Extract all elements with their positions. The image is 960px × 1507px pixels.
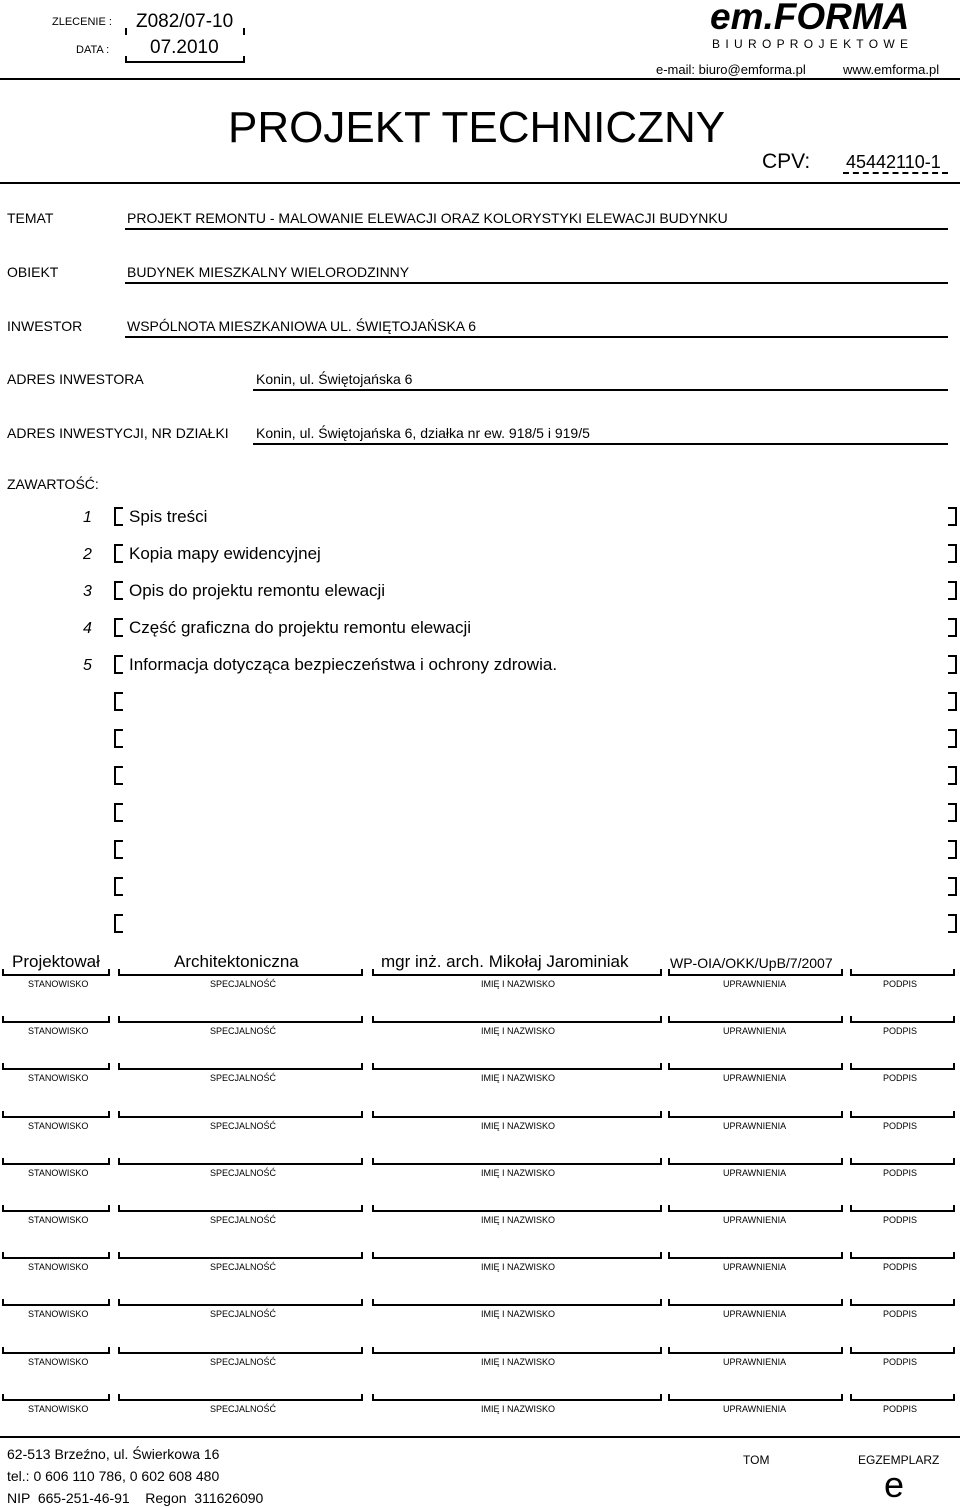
signature-name: mgr inż. arch. Mikołaj Jarominiak xyxy=(381,952,629,971)
contents-label: ZAWARTOŚĆ: xyxy=(7,476,99,492)
signature-line xyxy=(668,1021,843,1023)
brand-logo: em.FORMA xyxy=(710,0,910,37)
left-bracket xyxy=(114,840,123,859)
caption-license: UPRAWNIENIA xyxy=(723,1262,787,1272)
contents-item-text: Opis do projektu remontu elewacji xyxy=(129,581,386,600)
caption-specialty: SPECJALNOŚĆ xyxy=(210,1168,277,1178)
contents-item-text: Kopia mapy ewidencyjnej xyxy=(129,544,321,563)
signature-line xyxy=(850,1304,955,1306)
right-bracket xyxy=(948,766,957,785)
right-bracket xyxy=(948,507,957,526)
signature-line xyxy=(850,1021,955,1023)
caption-signature: PODPIS xyxy=(883,1404,918,1414)
left-bracket xyxy=(114,544,123,563)
caption-specialty: SPECJALNOŚĆ xyxy=(210,1262,277,1272)
caption-position: STANOWISKO xyxy=(28,1073,89,1083)
caption-license: UPRAWNIENIA xyxy=(723,1073,787,1083)
temat-value: PROJEKT REMONTU - MALOWANIE ELEWACJI ORAZ KOLORYSTYKI ELEWACJI BUDYNKU xyxy=(127,210,728,226)
signature-line xyxy=(668,1399,843,1401)
left-bracket xyxy=(114,655,123,674)
signature-line xyxy=(2,1116,110,1118)
signature-line xyxy=(2,1399,110,1401)
date-label: DATA : xyxy=(76,44,110,56)
signature-line xyxy=(118,1304,363,1306)
left-bracket xyxy=(114,729,123,748)
right-bracket xyxy=(948,803,957,822)
contents-item-number: 1 xyxy=(83,509,92,526)
right-bracket xyxy=(948,618,957,637)
signature-line xyxy=(2,1304,110,1306)
right-bracket xyxy=(948,729,957,748)
caption-name: IMIĘ I NAZWISKO xyxy=(481,1309,556,1319)
caption-specialty: SPECJALNOŚĆ xyxy=(210,979,277,989)
signature-line xyxy=(372,1068,662,1070)
signature-line xyxy=(850,1163,955,1165)
caption-name: IMIĘ I NAZWISKO xyxy=(481,1262,556,1272)
signature-line xyxy=(372,974,662,976)
signature-line xyxy=(118,1163,363,1165)
signature-line xyxy=(668,1352,843,1354)
contents-item-text: Spis treści xyxy=(129,507,208,526)
caption-name: IMIĘ I NAZWISKO xyxy=(481,1215,556,1225)
signature-line xyxy=(850,1352,955,1354)
caption-position: STANOWISKO xyxy=(28,1262,89,1272)
footer-ids: NIP 665-251-46-91 Regon 311626090 xyxy=(7,1490,264,1506)
caption-position: STANOWISKO xyxy=(28,1309,89,1319)
left-bracket xyxy=(114,803,123,822)
caption-signature: PODPIS xyxy=(883,1073,918,1083)
caption-license: UPRAWNIENIA xyxy=(723,1215,787,1225)
left-bracket xyxy=(114,766,123,785)
date-value: 07.2010 xyxy=(150,37,219,58)
signature-line xyxy=(372,1257,662,1259)
left-bracket xyxy=(114,692,123,711)
caption-name: IMIĘ I NAZWISKO xyxy=(481,1073,556,1083)
caption-license: UPRAWNIENIA xyxy=(723,1026,787,1036)
signature-line xyxy=(850,1399,955,1401)
signature-line xyxy=(2,1257,110,1259)
signature-line xyxy=(372,1163,662,1165)
adres-inwestora-label: ADRES INWESTORA xyxy=(7,371,144,387)
signature-license: WP-OIA/OKK/UpB/7/2007 xyxy=(670,955,833,971)
caption-position: STANOWISKO xyxy=(28,1026,89,1036)
signature-line xyxy=(372,1352,662,1354)
temat-label: TEMAT xyxy=(7,210,54,226)
signature-line xyxy=(2,1163,110,1165)
signature-line xyxy=(850,1210,955,1212)
right-bracket xyxy=(948,840,957,859)
left-bracket xyxy=(114,618,123,637)
tom-label: TOM xyxy=(743,1453,770,1467)
caption-signature: PODPIS xyxy=(883,1121,918,1131)
signature-line xyxy=(118,1116,363,1118)
caption-specialty: SPECJALNOŚĆ xyxy=(210,1357,277,1367)
signature-line xyxy=(372,1021,662,1023)
signature-line xyxy=(668,974,843,976)
signature-line xyxy=(118,1399,363,1401)
right-bracket xyxy=(948,692,957,711)
caption-specialty: SPECJALNOŚĆ xyxy=(210,1073,277,1083)
signature-line xyxy=(372,1116,662,1118)
contents-item-number: 2 xyxy=(83,546,92,563)
signature-line xyxy=(2,1210,110,1212)
signature-line xyxy=(2,1352,110,1354)
caption-specialty: SPECJALNOŚĆ xyxy=(210,1121,277,1131)
right-bracket xyxy=(948,581,957,600)
contents-item-number: 4 xyxy=(83,620,92,637)
caption-position: STANOWISKO xyxy=(28,1215,89,1225)
footer-address: 62-513 Brzeźno, ul. Świerkowa 16 xyxy=(7,1446,220,1462)
page-title: PROJEKT TECHNICZNY xyxy=(228,103,726,152)
adres-inwestycji-label: ADRES INWESTYCJI, NR DZIAŁKI xyxy=(7,425,229,441)
caption-position: STANOWISKO xyxy=(28,1168,89,1178)
signature-line xyxy=(2,974,110,976)
signature-line xyxy=(118,974,363,976)
signature-line xyxy=(850,1068,955,1070)
caption-name: IMIĘ I NAZWISKO xyxy=(481,1404,556,1414)
copy-label: EGZEMPLARZ xyxy=(858,1453,940,1467)
order-number: Z082/07-10 xyxy=(136,11,234,32)
signature-line xyxy=(668,1116,843,1118)
signature-line xyxy=(668,1257,843,1259)
cpv-code: 45442110-1 xyxy=(846,152,941,172)
caption-position: STANOWISKO xyxy=(28,1404,89,1414)
contents-item-number: 3 xyxy=(83,583,92,600)
signature-line xyxy=(668,1068,843,1070)
caption-signature: PODPIS xyxy=(883,1215,918,1225)
order-label: ZLECENIE : xyxy=(52,16,112,28)
signature-specialty: Architektoniczna xyxy=(174,952,299,971)
signature-line xyxy=(668,1163,843,1165)
left-bracket xyxy=(114,914,123,933)
caption-signature: PODPIS xyxy=(883,1309,918,1319)
caption-signature: PODPIS xyxy=(883,1262,918,1272)
caption-name: IMIĘ I NAZWISKO xyxy=(481,979,556,989)
contents-item-text: Informacja dotycząca bezpieczeństwa i ochrony zdrowia. xyxy=(129,655,558,674)
left-bracket xyxy=(114,507,123,526)
signature-line xyxy=(2,1068,110,1070)
signature-line xyxy=(118,1257,363,1259)
caption-signature: PODPIS xyxy=(883,979,918,989)
caption-signature: PODPIS xyxy=(883,1357,918,1367)
caption-name: IMIĘ I NAZWISKO xyxy=(481,1026,556,1036)
contents-item-number: 5 xyxy=(83,657,92,674)
caption-name: IMIĘ I NAZWISKO xyxy=(481,1121,556,1131)
caption-name: IMIĘ I NAZWISKO xyxy=(481,1168,556,1178)
footer-phone: tel.: 0 606 110 786, 0 602 608 480 xyxy=(7,1468,220,1484)
signature-position: Projektował xyxy=(12,952,100,971)
right-bracket xyxy=(948,655,957,674)
caption-license: UPRAWNIENIA xyxy=(723,1357,787,1367)
signature-line xyxy=(372,1210,662,1212)
right-bracket xyxy=(948,914,957,933)
caption-license: UPRAWNIENIA xyxy=(723,1309,787,1319)
signature-line xyxy=(850,1257,955,1259)
caption-signature: PODPIS xyxy=(883,1026,918,1036)
website-link[interactable]: www.emforma.pl xyxy=(843,62,940,77)
copy-value: e xyxy=(884,1464,905,1505)
brand-tagline: B I U R O P R O J E K T O W E xyxy=(712,37,910,51)
email-address[interactable]: e-mail: biuro@emforma.pl xyxy=(656,62,806,77)
caption-specialty: SPECJALNOŚĆ xyxy=(210,1026,277,1036)
caption-signature: PODPIS xyxy=(883,1168,918,1178)
caption-name: IMIĘ I NAZWISKO xyxy=(481,1357,556,1367)
signature-line xyxy=(118,1068,363,1070)
signature-line xyxy=(118,1210,363,1212)
caption-license: UPRAWNIENIA xyxy=(723,1121,787,1131)
inwestor-label: INWESTOR xyxy=(7,318,83,334)
signature-line xyxy=(2,1021,110,1023)
signature-line xyxy=(850,974,955,976)
caption-license: UPRAWNIENIA xyxy=(723,1168,787,1178)
cpv-label: CPV: xyxy=(762,150,811,173)
caption-license: UPRAWNIENIA xyxy=(723,979,787,989)
adres-inwestycji-value: Konin, ul. Świętojańska 6, działka nr ew. 918/5 i 919/5 xyxy=(256,425,590,441)
signature-line xyxy=(372,1304,662,1306)
signature-line xyxy=(118,1021,363,1023)
obiekt-label: OBIEKT xyxy=(7,264,59,280)
signature-line xyxy=(118,1352,363,1354)
caption-license: UPRAWNIENIA xyxy=(723,1404,787,1414)
left-bracket xyxy=(114,581,123,600)
obiekt-value: BUDYNEK MIESZKALNY WIELORODZINNY xyxy=(127,264,410,280)
signature-line xyxy=(850,1116,955,1118)
caption-position: STANOWISKO xyxy=(28,1357,89,1367)
signature-line xyxy=(668,1210,843,1212)
right-bracket xyxy=(948,544,957,563)
signature-line xyxy=(372,1399,662,1401)
signature-line xyxy=(668,1304,843,1306)
caption-specialty: SPECJALNOŚĆ xyxy=(210,1309,277,1319)
caption-specialty: SPECJALNOŚĆ xyxy=(210,1215,277,1225)
contents-item-text: Część graficzna do projektu remontu elewacji xyxy=(129,618,472,637)
caption-specialty: SPECJALNOŚĆ xyxy=(210,1404,277,1414)
left-bracket xyxy=(114,877,123,896)
adres-inwestora-value: Konin, ul. Świętojańska 6 xyxy=(256,371,413,387)
inwestor-value: WSPÓLNOTA MIESZKANIOWA UL. ŚWIĘTOJAŃSKA 6 xyxy=(127,318,477,334)
caption-position: STANOWISKO xyxy=(28,979,89,989)
right-bracket xyxy=(948,877,957,896)
caption-position: STANOWISKO xyxy=(28,1121,89,1131)
